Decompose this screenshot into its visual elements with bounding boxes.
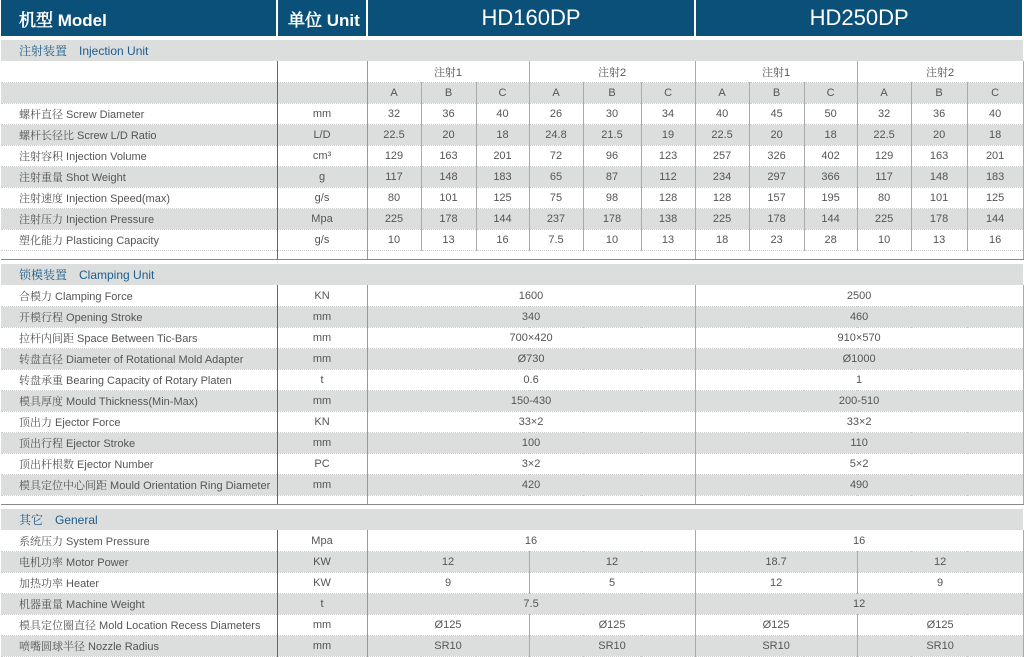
row-value: 5 bbox=[529, 573, 695, 594]
row-unit: g/s bbox=[277, 230, 367, 251]
row-value: 75 bbox=[529, 188, 583, 209]
row-value: B bbox=[583, 83, 641, 104]
row-value: A bbox=[857, 83, 911, 104]
table-row bbox=[1, 531, 1023, 552]
row-value: C bbox=[641, 83, 695, 104]
row-value: 12 bbox=[367, 552, 529, 573]
row-value: 10 bbox=[857, 230, 911, 251]
table-row bbox=[1, 104, 1023, 125]
row-label: 转盘承重 Bearing Capacity of Rotary Platen bbox=[1, 370, 277, 391]
row-value: 297 bbox=[749, 167, 804, 188]
row-unit: KW bbox=[277, 552, 367, 573]
row-value: 117 bbox=[367, 167, 421, 188]
row-value: 326 bbox=[749, 146, 804, 167]
row-unit: KW bbox=[277, 573, 367, 594]
row-label: 注射速度 Injection Speed(max) bbox=[1, 188, 277, 209]
row-value: 12 bbox=[695, 573, 857, 594]
row-value: C bbox=[804, 83, 857, 104]
row-value: SR10 bbox=[857, 636, 1023, 657]
row-value: 7.5 bbox=[367, 594, 695, 615]
row-value: 18 bbox=[967, 125, 1023, 146]
row-value: 340 bbox=[367, 307, 695, 328]
spacer-cell bbox=[277, 496, 367, 505]
row-value: 10 bbox=[583, 230, 641, 251]
row-unit: mm bbox=[277, 349, 367, 370]
row-value: 18 bbox=[804, 125, 857, 146]
row-value: 100 bbox=[367, 433, 695, 454]
row-unit: PC bbox=[277, 454, 367, 475]
row-value: 40 bbox=[967, 104, 1023, 125]
table-row bbox=[1, 615, 1023, 636]
row-value: 72 bbox=[529, 146, 583, 167]
row-value: 110 bbox=[695, 433, 1023, 454]
row-value: 21.5 bbox=[583, 125, 641, 146]
row-unit: mm bbox=[277, 636, 367, 657]
table-row bbox=[1, 230, 1023, 251]
row-label: 螺杆长径比 Screw L/D Ratio bbox=[1, 125, 277, 146]
row-unit: L/D bbox=[277, 125, 367, 146]
row-unit: KN bbox=[277, 412, 367, 433]
spacer-cell bbox=[1, 496, 277, 505]
row-value: 注射1 bbox=[367, 62, 529, 83]
row-value: 150-430 bbox=[367, 391, 695, 412]
table-row bbox=[1, 125, 1023, 146]
row-value: 96 bbox=[583, 146, 641, 167]
row-value: 22.5 bbox=[857, 125, 911, 146]
section-header bbox=[1, 509, 1023, 531]
row-unit bbox=[277, 83, 367, 104]
row-unit: mm bbox=[277, 104, 367, 125]
row-value: 33×2 bbox=[695, 412, 1023, 433]
row-unit: Mpa bbox=[277, 531, 367, 552]
row-value: 13 bbox=[911, 230, 967, 251]
row-value: 32 bbox=[857, 104, 911, 125]
row-label: 模具厚度 Mould Thickness(Min-Max) bbox=[1, 391, 277, 412]
row-unit: g/s bbox=[277, 188, 367, 209]
row-value: 420 bbox=[367, 475, 695, 496]
row-value: 490 bbox=[695, 475, 1023, 496]
row-unit bbox=[277, 62, 367, 83]
row-value: 225 bbox=[367, 209, 421, 230]
row-unit: Mpa bbox=[277, 209, 367, 230]
row-value: B bbox=[911, 83, 967, 104]
row-value: 128 bbox=[695, 188, 749, 209]
row-value: 0.6 bbox=[367, 370, 695, 391]
spec-table bbox=[1, 0, 1024, 657]
spacer-cell bbox=[367, 496, 695, 505]
row-value: 178 bbox=[583, 209, 641, 230]
row-value: 40 bbox=[695, 104, 749, 125]
row-value: 注射2 bbox=[529, 62, 695, 83]
row-value: 18 bbox=[476, 125, 529, 146]
row-value: 7.5 bbox=[529, 230, 583, 251]
row-value: 101 bbox=[911, 188, 967, 209]
spacer-cell bbox=[695, 496, 1023, 505]
row-value: 80 bbox=[857, 188, 911, 209]
row-unit: cm³ bbox=[277, 146, 367, 167]
row-value: Ø730 bbox=[367, 349, 695, 370]
row-value: 129 bbox=[367, 146, 421, 167]
table-row bbox=[1, 552, 1023, 573]
row-unit: KN bbox=[277, 286, 367, 307]
spacer-cell bbox=[277, 251, 367, 260]
row-value: 178 bbox=[421, 209, 476, 230]
table-row bbox=[1, 475, 1023, 496]
row-value: B bbox=[749, 83, 804, 104]
row-value: 183 bbox=[967, 167, 1023, 188]
table-row bbox=[1, 412, 1023, 433]
section-header bbox=[1, 264, 1023, 286]
row-value: 36 bbox=[421, 104, 476, 125]
row-unit: t bbox=[277, 370, 367, 391]
row-value: 700×420 bbox=[367, 328, 695, 349]
row-label: 注射压力 Injection Pressure bbox=[1, 209, 277, 230]
row-value: SR10 bbox=[367, 636, 529, 657]
table-row bbox=[1, 594, 1023, 615]
row-value: 225 bbox=[857, 209, 911, 230]
row-unit: mm bbox=[277, 307, 367, 328]
row-value: C bbox=[476, 83, 529, 104]
table-row bbox=[1, 349, 1023, 370]
row-value: 13 bbox=[421, 230, 476, 251]
row-label: 模具定位中心间距 Mould Orientation Ring Diameter bbox=[1, 475, 277, 496]
row-value: 16 bbox=[695, 531, 1023, 552]
row-value: 40 bbox=[476, 104, 529, 125]
row-unit: mm bbox=[277, 615, 367, 636]
row-label bbox=[1, 62, 277, 83]
row-label: 塑化能力 Plasticing Capacity bbox=[1, 230, 277, 251]
row-value: 20 bbox=[911, 125, 967, 146]
table-header bbox=[1, 0, 1023, 36]
section-title: 其它 General bbox=[1, 509, 1023, 531]
table-row bbox=[1, 328, 1023, 349]
spacer-cell bbox=[695, 251, 1023, 260]
table-row bbox=[1, 286, 1023, 307]
row-value: 12 bbox=[529, 552, 695, 573]
row-value: 910×570 bbox=[695, 328, 1023, 349]
row-value: A bbox=[529, 83, 583, 104]
row-value: 225 bbox=[695, 209, 749, 230]
table-row bbox=[1, 209, 1023, 230]
row-label: 注射容积 Injection Volume bbox=[1, 146, 277, 167]
row-value: A bbox=[367, 83, 421, 104]
section-header bbox=[1, 40, 1023, 62]
table-row bbox=[1, 391, 1023, 412]
row-value: 87 bbox=[583, 167, 641, 188]
row-value: 5×2 bbox=[695, 454, 1023, 475]
row-value: 138 bbox=[641, 209, 695, 230]
row-value: 1 bbox=[695, 370, 1023, 391]
row-value: 22.5 bbox=[367, 125, 421, 146]
row-value: 33×2 bbox=[367, 412, 695, 433]
row-value: 128 bbox=[641, 188, 695, 209]
row-value: 201 bbox=[967, 146, 1023, 167]
row-value: 50 bbox=[804, 104, 857, 125]
row-label: 合模力 Clamping Force bbox=[1, 286, 277, 307]
header-model: 机型 Model bbox=[1, 0, 277, 36]
row-label: 顶出杆根数 Ejector Number bbox=[1, 454, 277, 475]
row-value: 34 bbox=[641, 104, 695, 125]
row-value: 125 bbox=[476, 188, 529, 209]
table-row bbox=[1, 167, 1023, 188]
row-value: 183 bbox=[476, 167, 529, 188]
row-value: 98 bbox=[583, 188, 641, 209]
row-value: 19 bbox=[641, 125, 695, 146]
row-value: Ø1000 bbox=[695, 349, 1023, 370]
row-label: 顶出行程 Ejector Stroke bbox=[1, 433, 277, 454]
row-label: 转盘直径 Diameter of Rotational Mold Adapter bbox=[1, 349, 277, 370]
section-title: 注射装置 Injection Unit bbox=[1, 40, 1023, 62]
row-value: 28 bbox=[804, 230, 857, 251]
row-value: 144 bbox=[804, 209, 857, 230]
row-value: 45 bbox=[749, 104, 804, 125]
row-value: 129 bbox=[857, 146, 911, 167]
row-value: A bbox=[695, 83, 749, 104]
row-value: 117 bbox=[857, 167, 911, 188]
row-value: 144 bbox=[967, 209, 1023, 230]
row-value: 157 bbox=[749, 188, 804, 209]
row-unit: t bbox=[277, 594, 367, 615]
table-row bbox=[1, 146, 1023, 167]
table-row bbox=[1, 62, 1023, 83]
row-label: 电机功率 Motor Power bbox=[1, 552, 277, 573]
row-value: 163 bbox=[911, 146, 967, 167]
row-value: 18 bbox=[695, 230, 749, 251]
row-label: 开模行程 Opening Stroke bbox=[1, 307, 277, 328]
row-value: 2500 bbox=[695, 286, 1023, 307]
row-label: 模具定位圈直径 Mold Location Recess Diameters bbox=[1, 615, 277, 636]
row-value: 144 bbox=[476, 209, 529, 230]
row-unit: mm bbox=[277, 391, 367, 412]
table-row bbox=[1, 307, 1023, 328]
row-value: 402 bbox=[804, 146, 857, 167]
table-row bbox=[1, 636, 1023, 657]
row-value: SR10 bbox=[695, 636, 857, 657]
header-model-hd250dp: HD250DP bbox=[695, 0, 1023, 36]
row-value: SR10 bbox=[529, 636, 695, 657]
spacer-cell bbox=[367, 251, 695, 260]
row-value: 125 bbox=[967, 188, 1023, 209]
row-label: 机器重量 Machine Weight bbox=[1, 594, 277, 615]
row-unit: mm bbox=[277, 475, 367, 496]
row-value: 3×2 bbox=[367, 454, 695, 475]
spacer-cell bbox=[1, 251, 277, 260]
row-value: 32 bbox=[367, 104, 421, 125]
row-value: C bbox=[967, 83, 1023, 104]
row-value: 22.5 bbox=[695, 125, 749, 146]
row-value: 178 bbox=[749, 209, 804, 230]
row-label bbox=[1, 83, 277, 104]
row-value: 163 bbox=[421, 146, 476, 167]
row-value: 12 bbox=[695, 594, 1023, 615]
row-value: 112 bbox=[641, 167, 695, 188]
table-row bbox=[1, 573, 1023, 594]
row-value: 1600 bbox=[367, 286, 695, 307]
row-value: 123 bbox=[641, 146, 695, 167]
row-value: 18.7 bbox=[695, 552, 857, 573]
row-label: 注射重量 Shot Weight bbox=[1, 167, 277, 188]
row-value: 23 bbox=[749, 230, 804, 251]
row-label: 螺杆直径 Screw Diameter bbox=[1, 104, 277, 125]
row-value: 195 bbox=[804, 188, 857, 209]
row-unit: mm bbox=[277, 328, 367, 349]
row-value: Ø125 bbox=[529, 615, 695, 636]
row-value: 30 bbox=[583, 104, 641, 125]
row-value: 10 bbox=[367, 230, 421, 251]
row-value: 13 bbox=[641, 230, 695, 251]
row-value: 16 bbox=[367, 531, 695, 552]
header-model-hd160dp: HD160DP bbox=[367, 0, 695, 36]
table-row bbox=[1, 370, 1023, 391]
row-value: 注射2 bbox=[857, 62, 1023, 83]
row-value: 65 bbox=[529, 167, 583, 188]
row-value: 460 bbox=[695, 307, 1023, 328]
row-value: 9 bbox=[857, 573, 1023, 594]
row-value: 12 bbox=[857, 552, 1023, 573]
row-value: 20 bbox=[749, 125, 804, 146]
row-value: 257 bbox=[695, 146, 749, 167]
row-value: 237 bbox=[529, 209, 583, 230]
row-value: 234 bbox=[695, 167, 749, 188]
row-unit: g bbox=[277, 167, 367, 188]
header-unit: 单位 Unit bbox=[277, 0, 367, 36]
row-value: 366 bbox=[804, 167, 857, 188]
row-unit: mm bbox=[277, 433, 367, 454]
row-value: 20 bbox=[421, 125, 476, 146]
table-row bbox=[1, 83, 1023, 104]
row-value: 201 bbox=[476, 146, 529, 167]
row-value: 9 bbox=[367, 573, 529, 594]
row-value: 148 bbox=[421, 167, 476, 188]
section-title: 锁模装置 Clamping Unit bbox=[1, 264, 1023, 286]
row-value: Ø125 bbox=[857, 615, 1023, 636]
table-row bbox=[1, 433, 1023, 454]
row-value: 16 bbox=[967, 230, 1023, 251]
row-value: 148 bbox=[911, 167, 967, 188]
row-value: 200-510 bbox=[695, 391, 1023, 412]
table-row bbox=[1, 188, 1023, 209]
row-value: 80 bbox=[367, 188, 421, 209]
row-value: 178 bbox=[911, 209, 967, 230]
row-label: 拉杆内间距 Space Between Tic-Bars bbox=[1, 328, 277, 349]
row-value: B bbox=[421, 83, 476, 104]
row-label: 系统压力 System Pressure bbox=[1, 531, 277, 552]
row-value: Ø125 bbox=[695, 615, 857, 636]
table-row bbox=[1, 454, 1023, 475]
row-label: 顶出力 Ejector Force bbox=[1, 412, 277, 433]
row-label: 喷嘴圆球半径 Nozzle Radius bbox=[1, 636, 277, 657]
row-value: 36 bbox=[911, 104, 967, 125]
row-value: Ø125 bbox=[367, 615, 529, 636]
row-value: 16 bbox=[476, 230, 529, 251]
row-value: 101 bbox=[421, 188, 476, 209]
row-label: 加热功率 Heater bbox=[1, 573, 277, 594]
row-value: 注射1 bbox=[695, 62, 857, 83]
row-value: 26 bbox=[529, 104, 583, 125]
row-value: 24.8 bbox=[529, 125, 583, 146]
